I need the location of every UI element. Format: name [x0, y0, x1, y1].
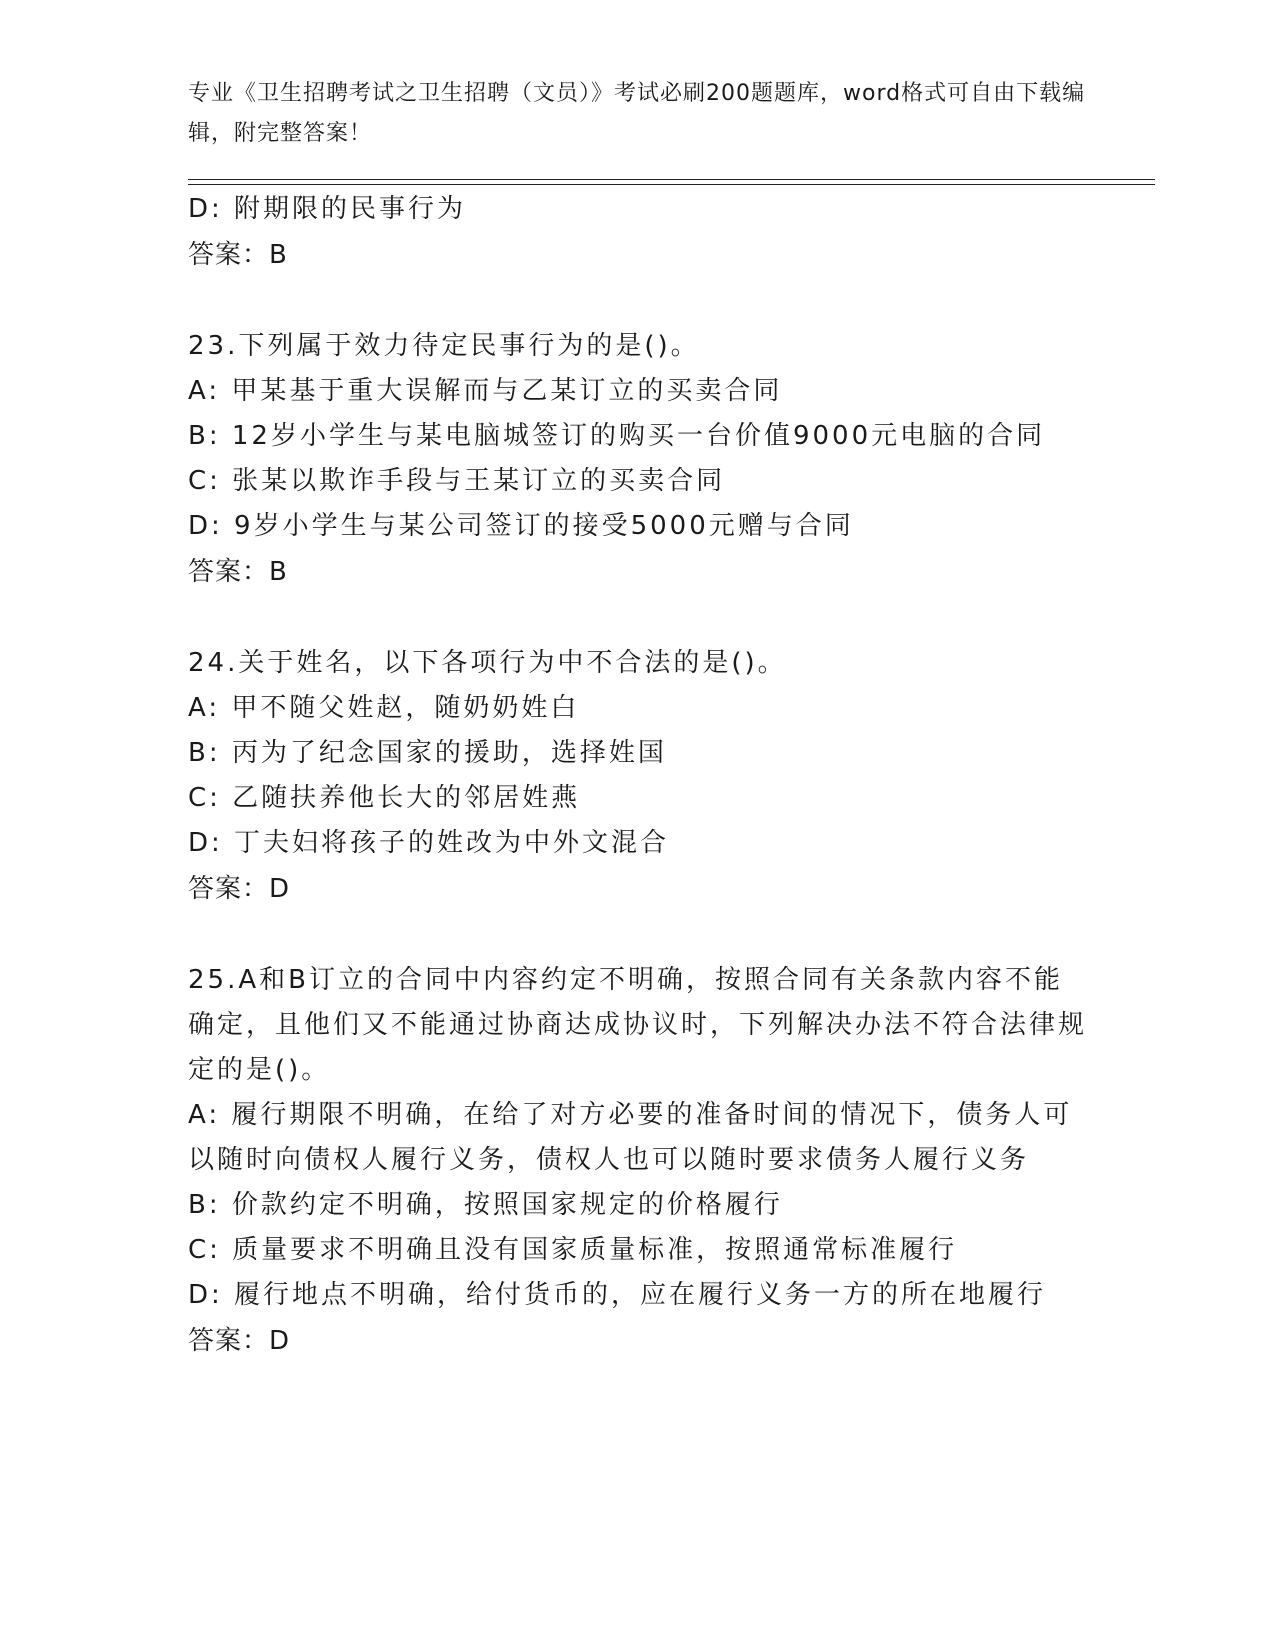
question-text: 23.下列属于效力待定民事行为的是()。 [188, 331, 700, 361]
question-list [188, 187, 1088, 1364]
option-c: C: 质量要求不明确且没有国家质量标准，按照通常标准履行 [188, 1235, 958, 1265]
question-text: 24.关于姓名，以下各项行为中不合法的是()。 [188, 648, 787, 678]
header-rule-bottom [188, 184, 1155, 185]
option-d: D: 丁夫妇将孩子的姓改为中外文混合 [188, 828, 670, 858]
prev-answer: 答案：B [188, 240, 288, 270]
option-a: A: 甲不随父姓赵，随奶奶姓白 [188, 693, 580, 723]
option-b: B: 12岁小学生与某电脑城签订的购买一台价值9000元电脑的合同 [188, 421, 1046, 451]
answer: 答案：B [188, 557, 288, 587]
header-rule-top [188, 179, 1155, 180]
question-24 [188, 641, 1088, 912]
document-header: 专业《卫生招聘考试之卫生招聘（文员）》考试必刷200题题库，word格式可自由下载编辑，附完整答案！ [188, 81, 1086, 146]
prev-option-d: D: 附期限的民事行为 [188, 194, 467, 224]
question-23 [188, 324, 1088, 595]
option-b: B: 价款约定不明确，按照国家规定的价格履行 [188, 1190, 783, 1220]
option-a: A: 履行期限不明确，在给了对方必要的准备时间的情况下，债务人可以随时向债权人履行义务，债权人也可以随时要求债务人履行义务 [188, 1100, 1073, 1175]
answer: 答案：D [188, 1326, 291, 1356]
option-a: A: 甲某基于重大误解而与乙某订立的买卖合同 [188, 376, 783, 406]
option-c: C: 乙随扶养他长大的邻居姓燕 [188, 783, 581, 813]
option-d: D: 9岁小学生与某公司签订的接受5000元赠与合同 [188, 511, 854, 541]
option-d: D: 履行地点不明确，给付货币的，应在履行义务一方的所在地履行 [188, 1280, 1047, 1310]
question-25 [188, 958, 1088, 1364]
question-text: 25.A和B订立的合同中内容约定不明确，按照合同有关条款内容不能确定，且他们又不能通过协商达成协议时，下列解决办法不符合法律规定的是()。 [188, 965, 1088, 1085]
option-b: B: 丙为了纪念国家的援助，选择姓国 [188, 738, 667, 768]
answer: 答案：D [188, 874, 291, 904]
option-c: C: 张某以欺诈手段与王某订立的买卖合同 [188, 466, 726, 496]
